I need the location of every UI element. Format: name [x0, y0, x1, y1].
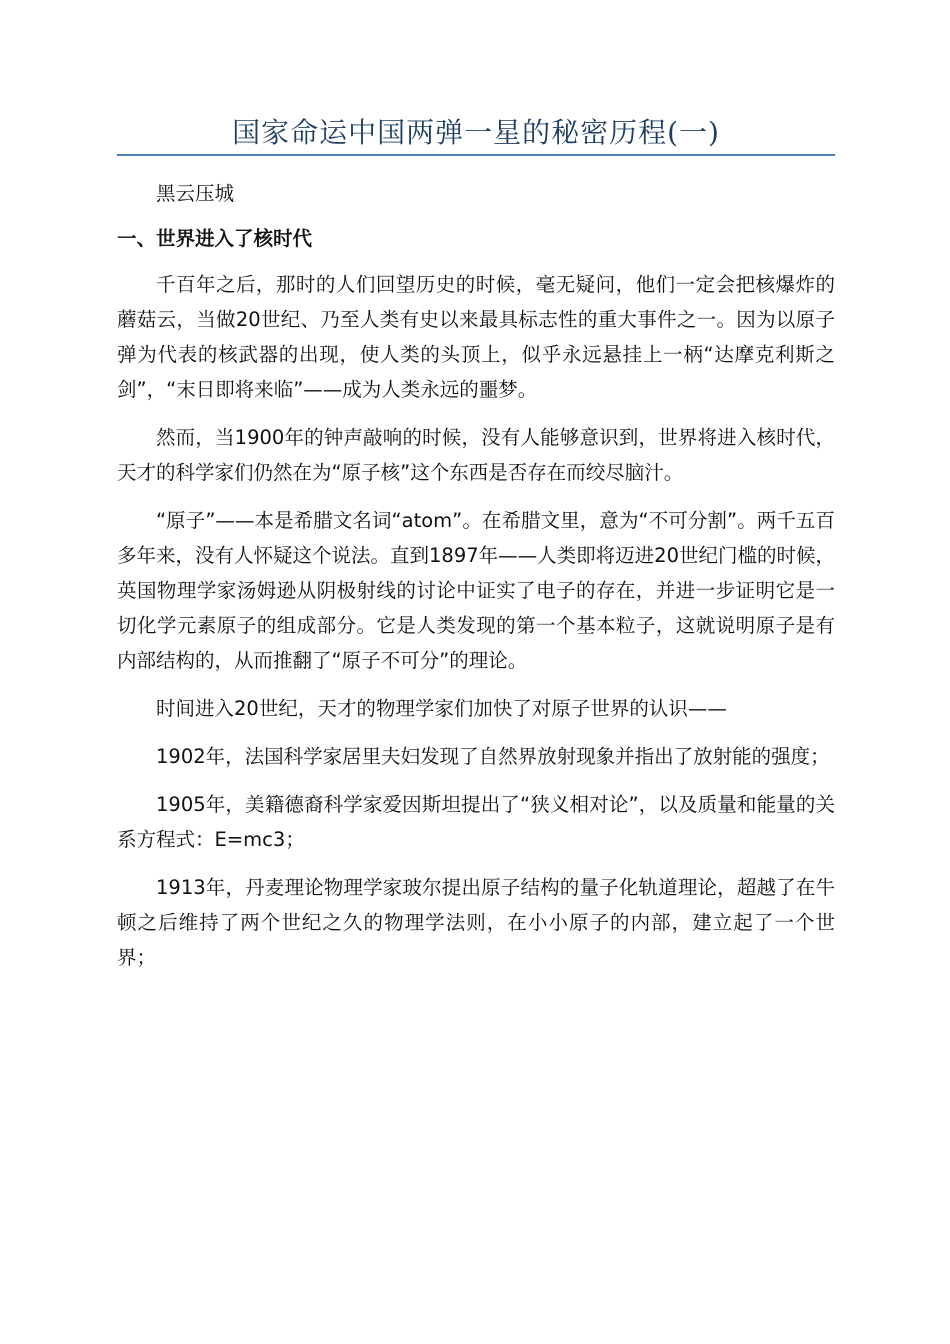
paragraph-7: 1913年，丹麦理论物理学家玻尔提出原子结构的量子化轨道理论，超越了在牛顿之后维持了两个世纪之久的物理学法则，在小小原子的内部，建立起了一个世界； — [117, 876, 835, 969]
paragraph-3: “原子”——本是希腊文名词“atom”。在希腊文里，意为“不可分割”。两千五百多年来，没有人怀疑这个说法。直到1897年——人类即将迈进20世纪门槛的时候，英国物理学家汤姆逊从阴极射线的讨论中证实了电子的存在，并进一步证明它是一切化学元素原子的组成部分。它是人类发现的第一个基本粒子，这就说明原子是有内部结构的，从而推翻了“原子不可分”的理论。 — [117, 509, 835, 672]
paragraph-1: 千百年之后，那时的人们回望历史的时候，毫无疑问，他们一定会把核爆炸的蘑菇云，当做20世纪、乃至人类有史以来最具标志性的重大事件之一。因为以原子弹为代表的核武器的出现，使人类的头顶上，似乎永远悬挂上一柄“达摩克利斯之剑”，“末日即将来临”——成为人类永远的噩梦。 — [117, 273, 835, 401]
paragraph-6: 1905年，美籍德裔科学家爱因斯坦提出了“狭义相对论”，以及质量和能量的关系方程式：E=mc3； — [117, 793, 835, 851]
title-underline — [117, 154, 835, 156]
section-heading: 一、世界进入了核时代 — [117, 227, 313, 250]
document-subtitle: 黑云压城 — [156, 182, 235, 205]
document-title: 国家命运中国两弹一星的秘密历程(一) — [232, 116, 720, 149]
paragraph-4: 时间进入20世纪，天才的物理学家们加快了对原子世界的认识—— — [156, 697, 727, 720]
paragraph-2: 然而，当1900年的钟声敲响的时候，没有人能够意识到，世界将进入核时代，天才的科学家们仍然在为“原子核”这个东西是否存在而绞尽脑汁。 — [117, 426, 835, 484]
document-body — [117, 176, 835, 988]
paragraph-5: 1902年，法国科学家居里夫妇发现了自然界放射现象并指出了放射能的强度； — [156, 745, 830, 768]
